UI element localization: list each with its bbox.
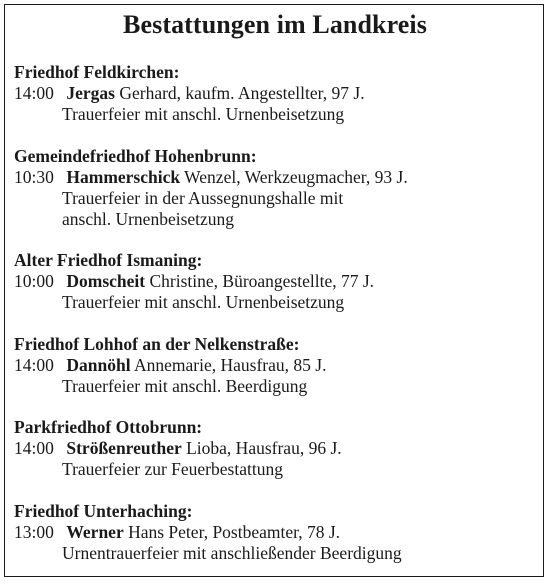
ceremony-details: Urnentrauerfeier mit anschließender Beerdigung [62,542,402,563]
deceased-details: Hans Peter, Postbeamter, 78 J. [128,521,341,542]
cemetery-name: Friedhof Unterhaching: [14,500,193,521]
burial-entry [14,501,539,564]
ceremony-details: Trauerfeier mit anschl. Urnenbeisetzung [62,292,345,312]
deceased-details: Christine, Büroangestellte, 77 J. [149,271,375,291]
burial-entry [14,334,539,397]
burial-entry [14,250,539,313]
deceased-surname: Dannöhl [66,354,131,375]
cemetery-name: Alter Friedhof Ismaning: [14,250,203,270]
burial-time: 14:00 [14,354,54,375]
cemetery-name: Friedhof Feldkirchen: [14,62,180,82]
deceased-surname: Jergas [66,83,115,103]
burial-time: 13:00 [14,521,54,542]
cemetery-name: Friedhof Lohhof an der Nelkenstraße: [14,333,300,354]
deceased-surname: Strößenreuther [66,438,182,458]
deceased-details: Wenzel, Werkzeugmacher, 93 J. [184,166,408,187]
deceased-details: Lioba, Hausfrau, 96 J. [186,438,342,458]
burial-list [14,62,539,584]
burial-line [14,83,539,104]
deceased-details: Annemarie, Hausfrau, 85 J. [134,354,327,375]
deceased-details: Gerhard, kaufm. Angestellter, 97 J. [119,83,365,103]
burial-line [14,271,539,292]
burial-line [14,438,539,459]
burial-line [14,167,539,188]
burial-time: 14:00 [14,83,54,103]
cemetery-name: Parkfriedhof Ottobrunn: [14,417,203,437]
ceremony-details: Trauerfeier zur Feuerbestattung [62,459,283,479]
burial-time: 10:30 [14,166,54,187]
cemetery-name: Gemeindefriedhof Hohenbrunn: [14,145,257,166]
deceased-surname: Hammerschick [66,166,181,187]
deceased-surname: Werner [66,521,124,542]
burial-line [14,522,539,543]
ceremony-details: Trauerfeier mit anschl. Beerdigung [62,375,308,396]
burial-entry [14,417,539,480]
burial-entry [14,62,539,125]
ceremony-details: Trauerfeier mit anschl. Urnenbeisetzung [62,104,345,124]
burial-time: 14:00 [14,438,54,458]
ceremony-details: anschl. Urnenbeisetzung [62,208,235,229]
page-title: Bestattungen im Landkreis [123,10,427,39]
deceased-surname: Domscheit [66,271,146,291]
burial-line [14,355,539,376]
burial-entry [14,146,539,230]
burial-time: 10:00 [14,271,54,291]
ceremony-details: Trauerfeier in der Aussegnungshalle mit [62,187,344,208]
